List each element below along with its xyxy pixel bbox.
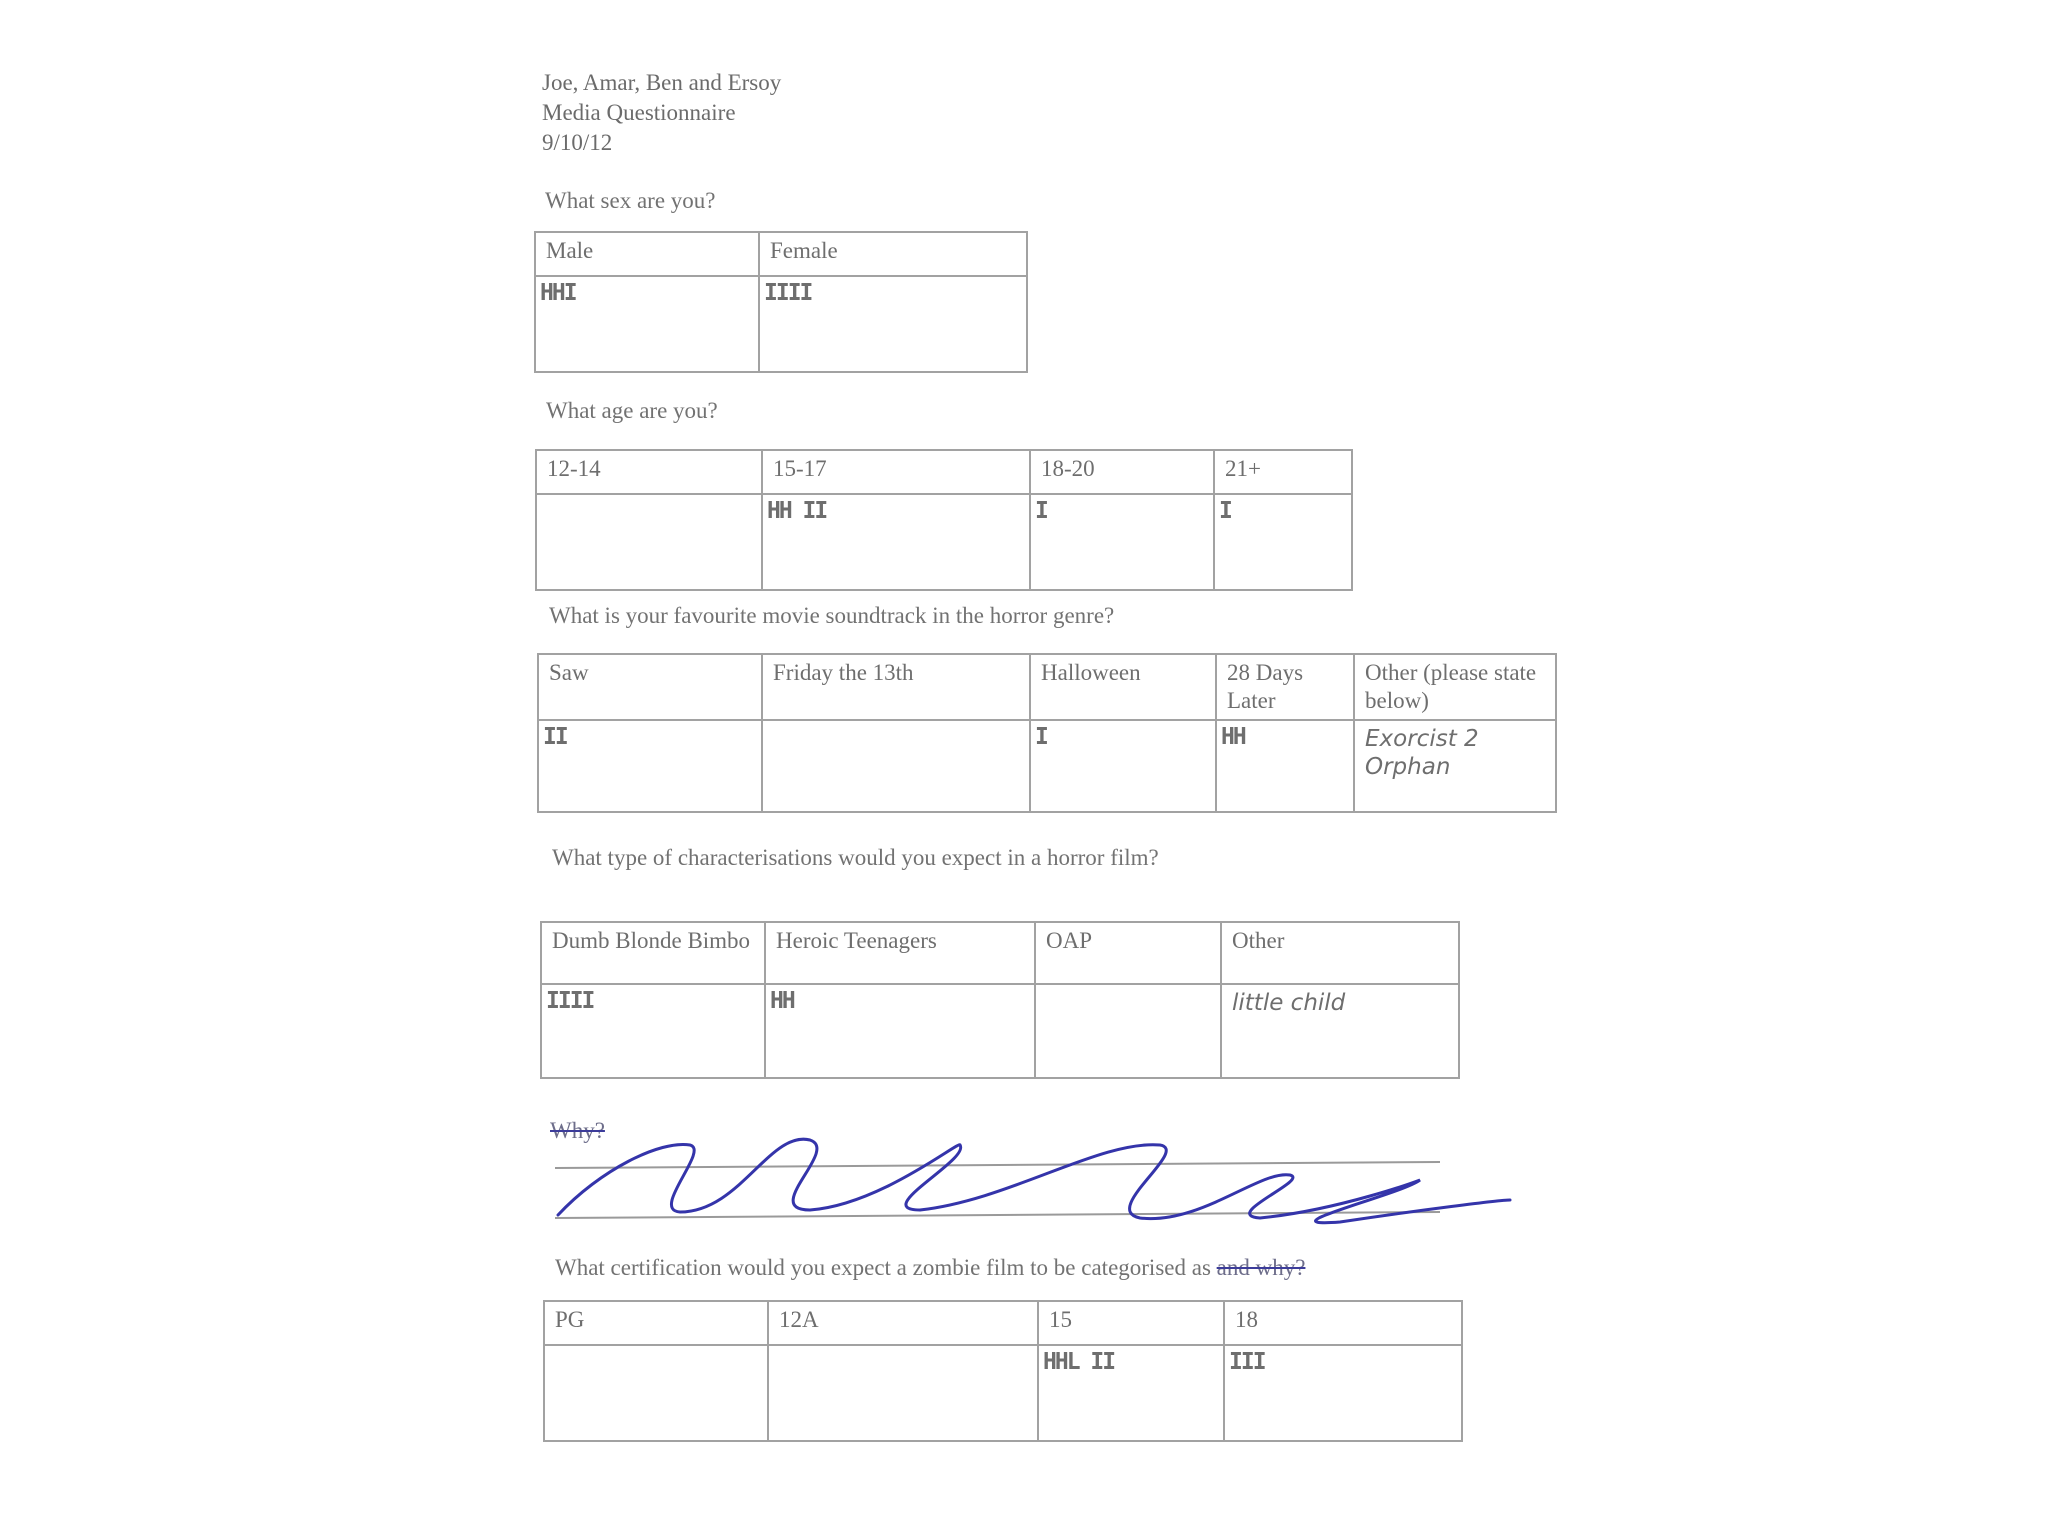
- tally-age-15-17: HH II: [762, 494, 1030, 590]
- other-soundtrack-answers: [1354, 720, 1556, 812]
- header-15: 15: [1038, 1301, 1224, 1345]
- soundtrack-table: [537, 653, 1557, 813]
- tally-oap: [1035, 984, 1221, 1078]
- sex-table: [534, 231, 1028, 373]
- document-title: Media Questionnaire: [542, 100, 736, 125]
- question-soundtrack: What is your favourite movie soundtrack in the horror genre?: [549, 603, 1115, 628]
- header-pg: PG: [544, 1301, 768, 1345]
- tally-age-21-plus: I: [1214, 494, 1352, 590]
- tally-age-12-14: [536, 494, 762, 590]
- tally-28-days-later: HH: [1216, 720, 1354, 812]
- tally-friday-13th: [762, 720, 1030, 812]
- header-other-soundtrack: Other (please state below): [1354, 654, 1556, 720]
- authors: Joe, Amar, Ben and Ersoy: [542, 70, 782, 95]
- header-friday-13th: Friday the 13th: [762, 654, 1030, 720]
- age-table: [535, 449, 1353, 591]
- header-12a: 12A: [768, 1301, 1038, 1345]
- question-certification-text: What certification would you expect a zombie film to be categorised as: [555, 1255, 1211, 1280]
- question-certification: [555, 1255, 1305, 1281]
- tally-heroic-teenagers: HH: [765, 984, 1035, 1078]
- header-age-12-14: 12-14: [536, 450, 762, 494]
- header-heroic-teenagers: Heroic Teenagers: [765, 922, 1035, 984]
- header-oap: OAP: [1035, 922, 1221, 984]
- scribble-stroke: [558, 1139, 1510, 1223]
- tally-12a: [768, 1345, 1038, 1441]
- tally-saw: II: [538, 720, 762, 812]
- question-age: What age are you?: [546, 398, 718, 423]
- tally-dumb-blonde: IIII: [541, 984, 765, 1078]
- header-saw: Saw: [538, 654, 762, 720]
- answer-exorcist-2: Exorcist 2: [1365, 726, 1479, 752]
- why-label-crossed: Why?: [550, 1118, 605, 1143]
- header-age-21-plus: 21+: [1214, 450, 1352, 494]
- question-sex: What sex are you?: [545, 188, 716, 213]
- header-dumb-blonde-bimbo: Dumb Blonde Bimbo: [541, 922, 765, 984]
- tally-pg: [544, 1345, 768, 1441]
- document-date: 9/10/12: [542, 130, 613, 155]
- tally-15: HHL II: [1038, 1345, 1224, 1441]
- certification-table: [543, 1300, 1463, 1442]
- tally-18: III: [1224, 1345, 1462, 1441]
- answer-orphan: Orphan: [1365, 754, 1451, 780]
- header-halloween: Halloween: [1030, 654, 1216, 720]
- header-28-days-later: 28 Days Later: [1216, 654, 1354, 720]
- answer-little-child: little child: [1221, 984, 1459, 1078]
- question-characterisations: What type of characterisations would you expect in a horror film?: [552, 845, 1159, 870]
- question-certification-struck: and why?: [1216, 1255, 1306, 1280]
- characterisations-table: [540, 921, 1460, 1079]
- tally-halloween: I: [1030, 720, 1216, 812]
- tally-age-18-20: I: [1030, 494, 1214, 590]
- header-male: Male: [535, 232, 759, 276]
- header-18: 18: [1224, 1301, 1462, 1345]
- header-age-18-20: 18-20: [1030, 450, 1214, 494]
- header-other-character: Other: [1221, 922, 1459, 984]
- tally-male: HHI: [535, 276, 759, 372]
- scribble-crossout: [540, 1100, 1520, 1240]
- header-female: Female: [759, 232, 1027, 276]
- header-age-15-17: 15-17: [762, 450, 1030, 494]
- tally-female: IIII: [759, 276, 1027, 372]
